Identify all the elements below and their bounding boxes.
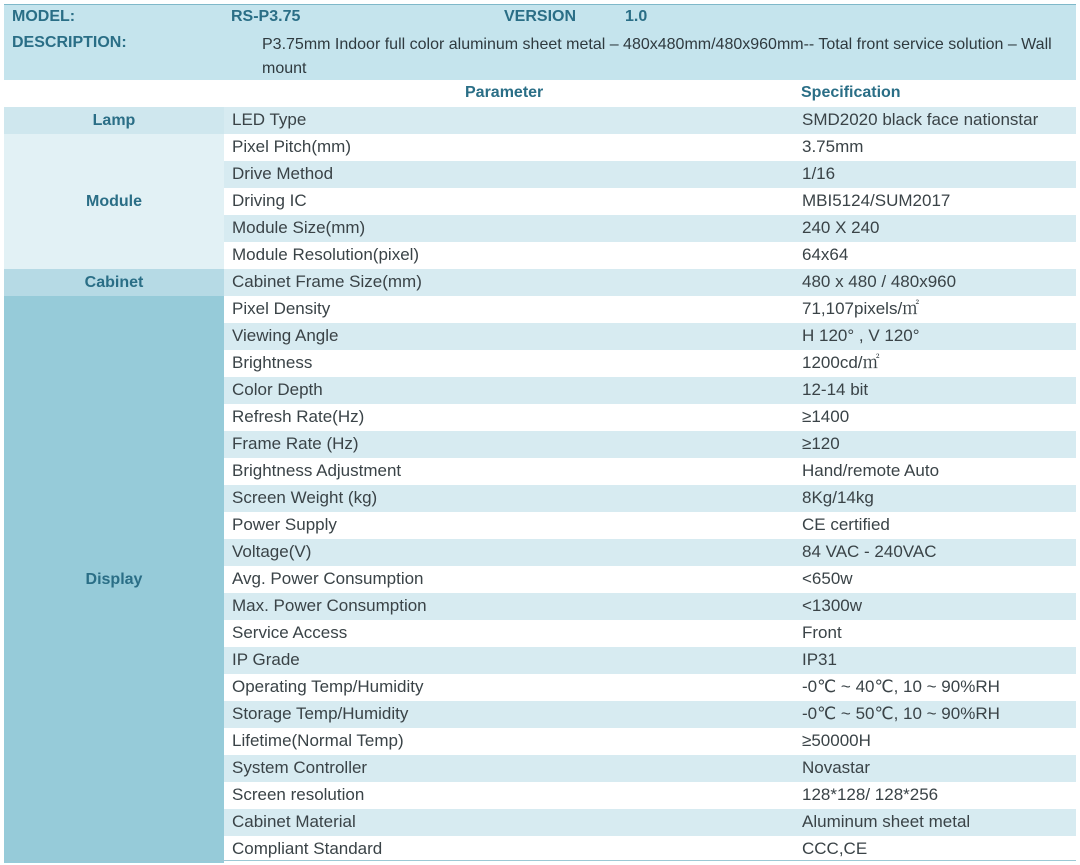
model-value: RS-P3.75 xyxy=(231,8,301,25)
model-row xyxy=(4,4,1076,30)
parameter-cell: Power Supply xyxy=(232,515,337,534)
specification-cell: Front xyxy=(802,623,842,642)
specification-cell: 240 X 240 xyxy=(802,218,880,237)
parameter-cell: Cabinet Frame Size(mm) xyxy=(232,272,422,291)
table-row xyxy=(224,593,1076,620)
specification-cell: MBI5124/SUM2017 xyxy=(802,191,951,210)
category-lamp: Lamp xyxy=(4,107,224,134)
description-row xyxy=(4,30,1076,80)
category-module: Module xyxy=(4,134,224,269)
table-row xyxy=(224,323,1076,350)
parameter-cell: Cabinet Material xyxy=(232,812,356,831)
table-row xyxy=(224,377,1076,404)
specification-cell: 480 x 480 / 480x960 xyxy=(802,272,957,291)
parameter-cell: Driving IC xyxy=(232,191,307,210)
table-row xyxy=(224,269,1076,296)
table-row xyxy=(224,512,1076,539)
parameter-cell: Lifetime(Normal Temp) xyxy=(232,731,404,750)
specification-cell: SMD2020 black face nationstar xyxy=(802,110,1039,129)
parameter-cell: Pixel Pitch(mm) xyxy=(232,137,352,156)
table-row xyxy=(224,647,1076,674)
specification-cell: ≥120 xyxy=(802,434,840,453)
specification-cell: 12-14 bit xyxy=(802,380,869,399)
parameter-cell: Operating Temp/Humidity xyxy=(232,677,424,696)
table-row xyxy=(224,539,1076,566)
parameter-cell: Drive Method xyxy=(232,164,334,183)
description-label: DESCRIPTION: xyxy=(12,34,127,51)
parameter-cell: Screen resolution xyxy=(232,785,365,804)
specification-cell: H 120° , V 120° xyxy=(802,326,920,345)
specification-cell: -0℃ ~ 40℃, 10 ~ 90%RH xyxy=(802,677,1000,696)
specification-cell: ≥1400 xyxy=(802,407,850,426)
specification-cell: -0℃ ~ 50℃, 10 ~ 90%RH xyxy=(802,704,1000,723)
table-row xyxy=(224,431,1076,458)
parameter-cell: Screen Weight (kg) xyxy=(232,488,378,507)
specification-cell: ≥50000H xyxy=(802,731,871,750)
parameter-cell: Brightness Adjustment xyxy=(232,461,402,480)
table-row xyxy=(224,350,1076,377)
specification-cell: Hand/remote Auto xyxy=(802,461,940,480)
table-row xyxy=(224,836,1076,863)
table-row xyxy=(224,755,1076,782)
model-label: MODEL: xyxy=(12,8,76,25)
specification-cell: IP31 xyxy=(802,650,837,669)
version-value: 1.0 xyxy=(625,8,648,25)
table-row xyxy=(224,566,1076,593)
parameter-cell: Module Resolution(pixel) xyxy=(232,245,420,264)
specification-cell: 84 VAC - 240VAC xyxy=(802,542,937,561)
parameter-cell: Service Access xyxy=(232,623,348,642)
table-row xyxy=(224,782,1076,809)
table-row xyxy=(224,296,1076,323)
parameter-cell: Max. Power Consumption xyxy=(232,596,427,615)
table-row xyxy=(224,620,1076,647)
table-row xyxy=(224,728,1076,755)
parameter-cell: Compliant Standard xyxy=(232,839,383,858)
parameter-cell: Refresh Rate(Hz) xyxy=(232,407,365,426)
parameter-cell: Module Size(mm) xyxy=(232,218,366,237)
parameter-header: Parameter xyxy=(465,84,544,101)
table-row xyxy=(224,134,1076,161)
parameter-cell: Brightness xyxy=(232,353,313,372)
parameter-cell: Frame Rate (Hz) xyxy=(232,434,359,453)
table-row xyxy=(224,215,1076,242)
table-row xyxy=(224,458,1076,485)
parameter-cell: Voltage(V) xyxy=(232,542,312,561)
table-bottom-border xyxy=(4,860,1076,861)
specification-cell: 128*128/ 128*256 xyxy=(802,785,939,804)
specification-cell: CCC,CE xyxy=(802,839,868,858)
specification-cell: 1/16 xyxy=(802,164,836,183)
specification-cell: 64x64 xyxy=(802,245,849,264)
table-row xyxy=(224,404,1076,431)
parameter-cell: Storage Temp/Humidity xyxy=(232,704,409,723)
specification-cell: <650w xyxy=(802,569,853,588)
table-header-row xyxy=(4,80,1076,106)
parameter-cell: Color Depth xyxy=(232,380,323,399)
parameter-cell: System Controller xyxy=(232,758,368,777)
parameter-cell: Avg. Power Consumption xyxy=(232,569,424,588)
table-row xyxy=(224,107,1076,134)
table-row xyxy=(224,188,1076,215)
specification-cell: 1200cd/㎡ xyxy=(802,353,880,372)
specification-header: Specification xyxy=(801,84,901,101)
table-row xyxy=(224,485,1076,512)
specification-cell: <1300w xyxy=(802,596,863,615)
version-label: VERSION xyxy=(504,8,577,25)
specification-cell: 3.75mm xyxy=(802,137,864,156)
table-row xyxy=(224,674,1076,701)
parameter-cell: IP Grade xyxy=(232,650,300,669)
table-row xyxy=(224,242,1076,269)
specification-cell: 71,107pixels/㎡ xyxy=(802,299,920,318)
parameter-cell: LED Type xyxy=(232,110,307,129)
category-cabinet: Cabinet xyxy=(4,269,224,296)
specification-cell: Novastar xyxy=(802,758,871,777)
table-row xyxy=(224,701,1076,728)
specification-cell: CE certified xyxy=(802,515,890,534)
description-value: P3.75mm Indoor full color aluminum sheet metal – 480x480mm/480x960mm-- Total front service solution – Wall mount xyxy=(262,36,1052,77)
table-row xyxy=(224,161,1076,188)
specification-cell: 8Kg/14kg xyxy=(802,488,874,507)
category-display: Display xyxy=(4,296,224,863)
table-row xyxy=(224,809,1076,836)
parameter-cell: Pixel Density xyxy=(232,299,331,318)
specification-cell: Aluminum sheet metal xyxy=(802,812,971,831)
parameter-cell: Viewing Angle xyxy=(232,326,339,345)
